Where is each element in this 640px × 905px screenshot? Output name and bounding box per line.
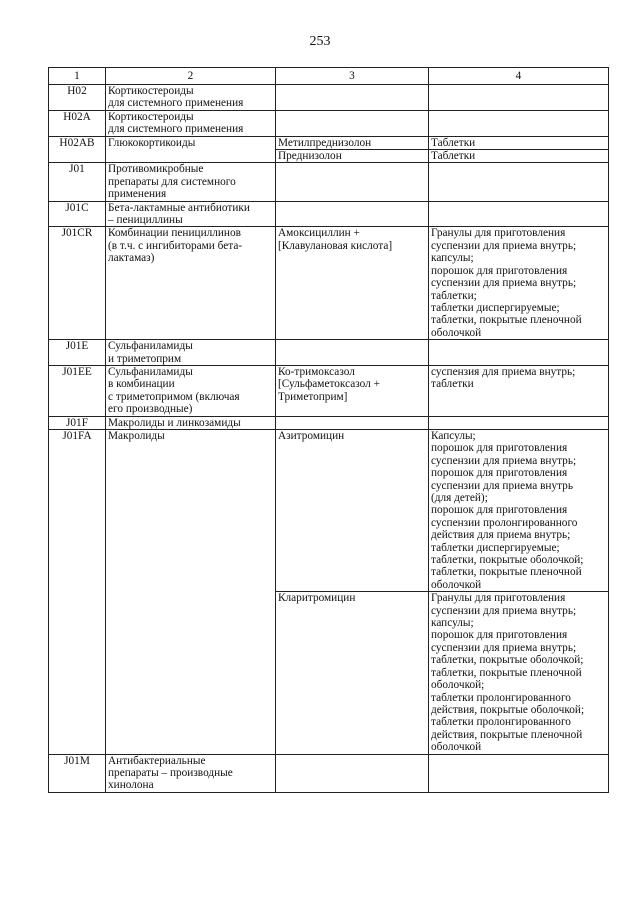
drug-name: Амоксициллин + [Клавулановая кислота]	[276, 227, 429, 340]
atc-code: J01C	[49, 201, 106, 227]
column-header: 3	[276, 68, 429, 85]
drug-name: Ко-тримоксазол [Сульфаметоксазол + Триметоприм]	[276, 365, 429, 416]
dosage-form: суспензия для приема внутрь; таблетки	[429, 365, 609, 416]
column-header: 2	[106, 68, 276, 85]
atc-code: H02AB	[49, 136, 106, 163]
atc-code: H02A	[49, 110, 106, 136]
dosage-form: Капсулы; порошок для приготовления суспензии для приема внутрь; порошок для приготовления суспензии для приема внутрь (для детей); порошок для приготовления суспензии пролонгированного действия для приема внутрь; таблетки диспергируемые; таблетки, покрытые оболочкой; таблетки, покрытые пленочной оболочкой	[429, 429, 609, 591]
drug-name-empty	[276, 110, 429, 136]
table-row	[49, 365, 609, 416]
drug-name-empty	[276, 163, 429, 201]
atc-code: J01M	[49, 754, 106, 792]
atc-code: H02	[49, 85, 106, 111]
drug-classification-table	[48, 67, 609, 793]
column-header: 1	[49, 68, 106, 85]
drug-name: Преднизолон	[276, 150, 429, 163]
atc-code: J01F	[49, 416, 106, 429]
table-body	[49, 85, 609, 793]
table-row	[49, 754, 609, 792]
drug-name-empty	[276, 340, 429, 366]
table-row	[49, 163, 609, 201]
dosage-form: Таблетки	[429, 136, 609, 149]
drug-name: Метилпреднизолон	[276, 136, 429, 149]
atc-group-name: Антибактериальные препараты – производные хинолона	[106, 754, 276, 792]
drug-name: Кларитромицин	[276, 592, 429, 754]
dosage-form-empty	[429, 85, 609, 111]
atc-group-name: Бета-лактамные антибиотики – пенициллины	[106, 201, 276, 227]
table-row	[49, 201, 609, 227]
drug-name-empty	[276, 416, 429, 429]
table-row	[49, 429, 609, 591]
atc-group-name: Макролиды и линкозамиды	[106, 416, 276, 429]
drug-name-empty	[276, 201, 429, 227]
drug-name-empty	[276, 754, 429, 792]
table-row	[49, 340, 609, 366]
drug-name-empty	[276, 85, 429, 111]
dosage-form: Гранулы для приготовления суспензии для приема внутрь; капсулы; порошок для приготовления суспензии для приема внутрь; таблетки; таблетки диспергируемые; таблетки, покрытые пленочной оболочкой	[429, 227, 609, 340]
atc-group-name: Кортикостероиды для системного применения	[106, 85, 276, 111]
atc-code: J01FA	[49, 429, 106, 754]
page-number: 253	[309, 34, 331, 49]
table-row	[49, 227, 609, 340]
atc-code: J01CR	[49, 227, 106, 340]
dosage-form: Гранулы для приготовления суспензии для приема внутрь; капсулы; порошок для приготовления суспензии для приема внутрь; таблетки, покрытые оболочкой; таблетки, покрытые пленочной оболочкой; таблетки пролонгированного действия, покрытые оболочкой; таблетки пролонгированного действия, покрытые пленочной оболочкой	[429, 592, 609, 754]
table-row	[49, 416, 609, 429]
atc-group-name: Противомикробные препараты для системного применения	[106, 163, 276, 201]
dosage-form-empty	[429, 416, 609, 429]
atc-group-name: Сульфаниламиды и триметоприм	[106, 340, 276, 366]
table-row	[49, 110, 609, 136]
atc-code: J01EE	[49, 365, 106, 416]
atc-code: J01E	[49, 340, 106, 366]
atc-group-name: Кортикостероиды для системного применения	[106, 110, 276, 136]
dosage-form: Таблетки	[429, 150, 609, 163]
drug-name: Азитромицин	[276, 429, 429, 591]
column-header: 4	[429, 68, 609, 85]
dosage-form-empty	[429, 340, 609, 366]
dosage-form-empty	[429, 754, 609, 792]
atc-code: J01	[49, 163, 106, 201]
table-row	[49, 136, 609, 149]
atc-group-name: Глюкокортикоиды	[106, 136, 276, 163]
dosage-form-empty	[429, 201, 609, 227]
table-header-row	[49, 68, 609, 85]
dosage-form-empty	[429, 163, 609, 201]
table-row	[49, 85, 609, 111]
atc-group-name: Сульфаниламиды в комбинации с триметопримом (включая его производные)	[106, 365, 276, 416]
atc-group-name: Комбинации пенициллинов (в т.ч. с ингибиторами бета- лактамаз)	[106, 227, 276, 340]
atc-group-name: Макролиды	[106, 429, 276, 754]
dosage-form-empty	[429, 110, 609, 136]
